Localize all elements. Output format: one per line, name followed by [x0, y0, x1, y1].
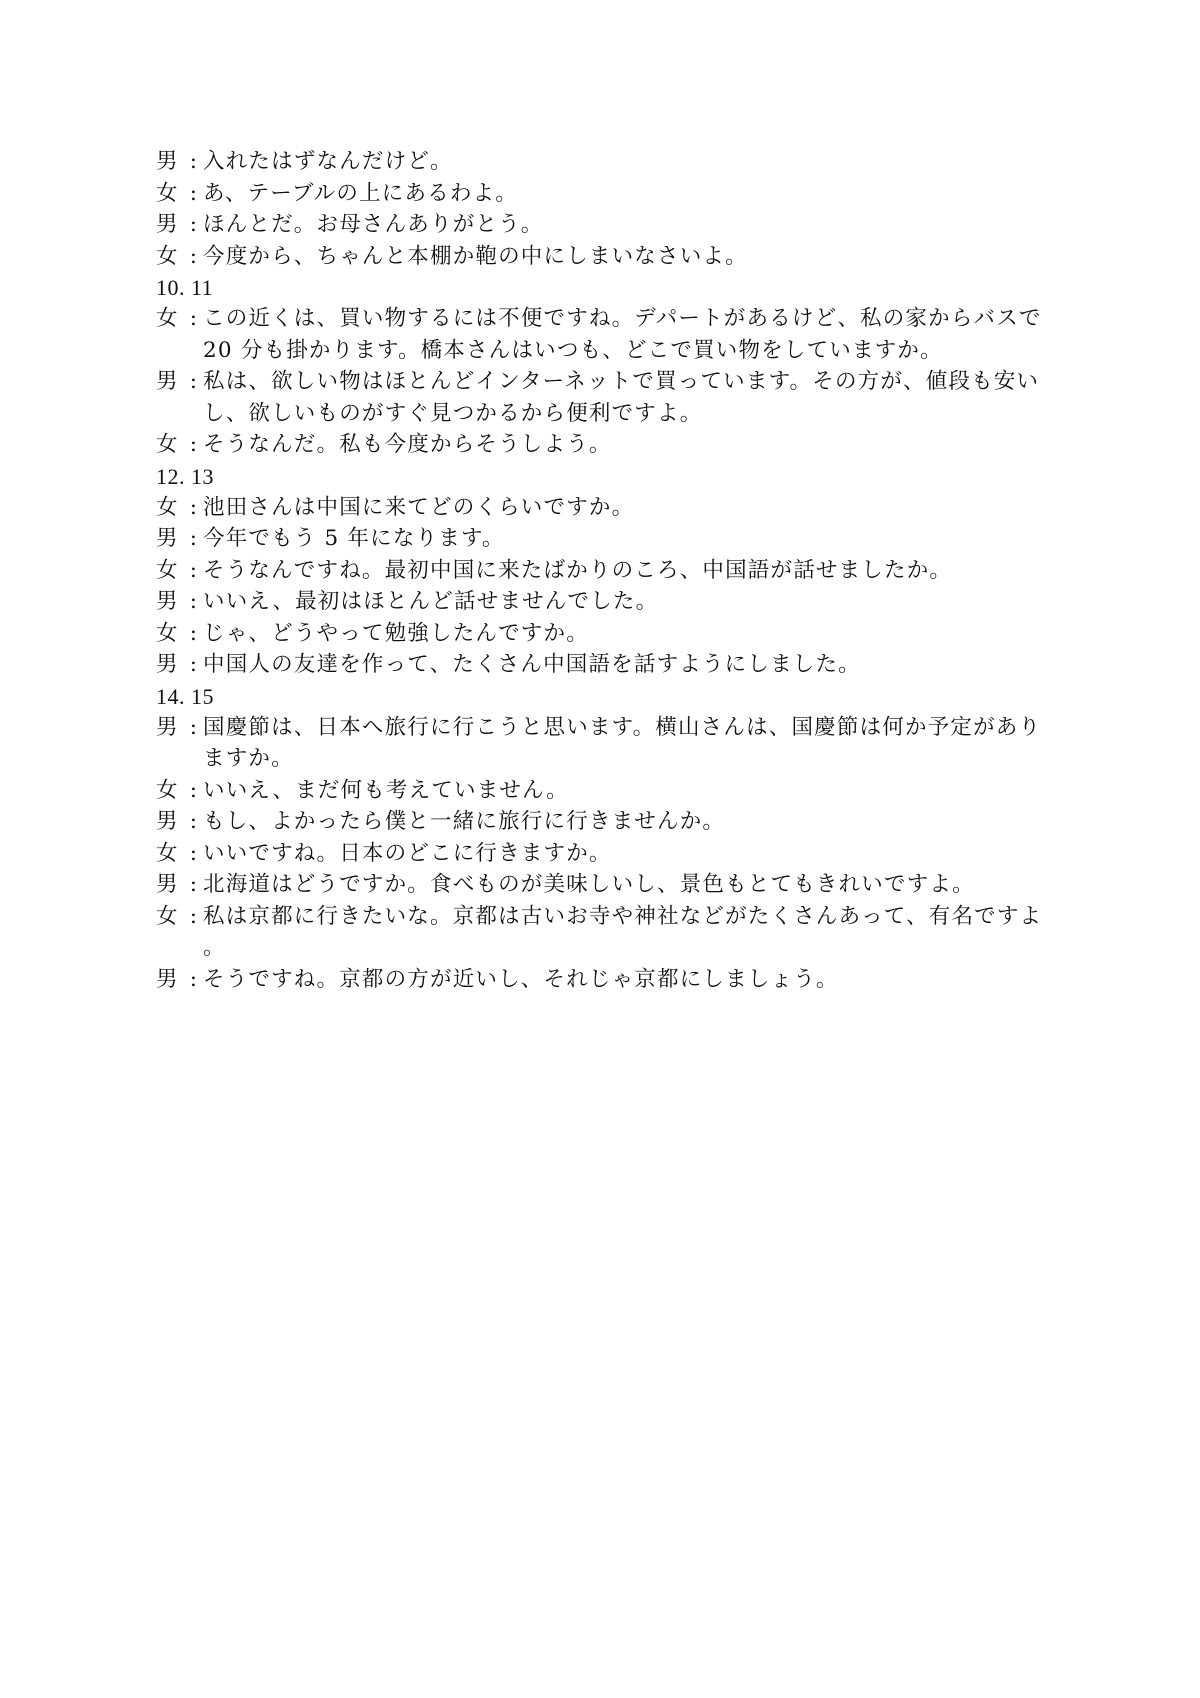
speaker-label: 男: [156, 872, 179, 897]
utterance-text: この近くは、買い物するには不便ですね。デパートがあるけど、私の家からバスで 20 分も掛かります。橋本さんはいつも、どこで買い物をしていますか。: [203, 306, 1042, 363]
dialogue-line: [156, 964, 1056, 996]
dialogue-line: [156, 586, 1056, 618]
speaker-separator: :: [189, 557, 199, 583]
speaker-label: 男: [156, 966, 179, 992]
speaker-separator: :: [189, 589, 199, 614]
utterance-text: そうなんだ。私も今度からそうしよう。: [203, 432, 612, 457]
dialogue-section: [156, 461, 1056, 681]
utterance-text: 北海道はどうですか。食べものが美味しいし、景色もとてもきれいですよ。: [203, 872, 975, 897]
utterance-text: ほんとだ。お母さんありがとう。: [203, 212, 544, 237]
speaker-label: 男: [156, 652, 179, 677]
speaker-separator: :: [189, 243, 199, 269]
dialogue-line: [156, 492, 1056, 524]
dialogue-line: [156, 649, 1056, 681]
speaker-separator: :: [189, 652, 199, 677]
utterance-text: いいですね。日本のどこに行きますか。: [203, 840, 612, 866]
speaker-label: 女: [156, 180, 179, 206]
dialogue-line: [156, 838, 1056, 870]
utterance-text: あ、テーブルの上にあるわよ。: [203, 180, 519, 206]
dialogue-line: [156, 366, 1056, 429]
speaker-label: 女: [156, 557, 179, 583]
speaker-separator: :: [189, 840, 199, 866]
speaker-separator: :: [189, 966, 199, 992]
speaker-separator: :: [189, 494, 199, 520]
dialogue-line: [156, 429, 1056, 461]
speaker-label: 男: [156, 369, 179, 394]
dialogue-section: [156, 146, 1056, 272]
section-number: 14. 15: [156, 683, 214, 709]
speaker-separator: :: [189, 212, 199, 237]
dialogue-line: [156, 146, 1056, 178]
utterance-text: いいえ、最初はほとんど話せませんでした。: [203, 589, 659, 614]
speaker-label: 女: [156, 620, 179, 646]
speaker-separator: :: [189, 872, 199, 897]
speaker-separator: :: [189, 620, 199, 646]
dialogue-section: [156, 681, 1056, 996]
dialogue-line: [156, 241, 1056, 273]
speaker-separator: :: [189, 526, 199, 551]
utterance-text: 国慶節は、日本へ旅行に行こうと思います。横山さんは、国慶節は何か予定がありますか。: [203, 714, 1042, 771]
utterance-text: そうなんですね。最初中国に来たばかりのころ、中国語が話せましたか。: [203, 557, 953, 583]
dialogue-line: [156, 178, 1056, 210]
utterance-text: 私は京都に行きたいな。京都は古いお寺や神社などがたくさんあって、有名ですよ。: [203, 903, 1043, 960]
utterance-text: いいえ、まだ何も考えていません。: [203, 777, 569, 803]
dialogue-line: [156, 555, 1056, 587]
speaker-label: 男: [156, 526, 179, 551]
speaker-label: 女: [156, 243, 179, 269]
dialogue-line: [156, 775, 1056, 807]
utterance-text: じゃ、どうやって勉強したんですか。: [203, 620, 589, 646]
speaker-separator: :: [189, 306, 199, 331]
dialogue-line: [156, 618, 1056, 650]
utterance-text: 私は、欲しい物はほとんどインターネットで買っています。その方が、値段も安いし、欲しいものがすぐ見つかるから便利ですよ。: [203, 369, 1040, 426]
utterance-text: 入れたはずなんだけど。: [203, 149, 453, 174]
dialogue-line: [156, 712, 1056, 775]
speaker-separator: :: [189, 149, 199, 174]
utterance-text: 今度から、ちゃんと本棚か鞄の中にしまいなさいよ。: [203, 243, 748, 269]
speaker-label: 男: [156, 589, 179, 614]
dialogue-line: [156, 806, 1056, 838]
speaker-separator: :: [189, 369, 199, 394]
utterance-text: 中国人の友達を作って、たくさん中国語を話すようにしました。: [203, 652, 861, 677]
utterance-text: そうですね。京都の方が近いし、それじゃ京都にしましょう。: [203, 966, 839, 992]
speaker-label: 男: [156, 714, 179, 740]
speaker-separator: :: [189, 180, 199, 206]
speaker-label: 男: [156, 212, 179, 237]
speaker-label: 女: [156, 306, 179, 331]
dialogue-line: [156, 901, 1056, 964]
speaker-label: 男: [156, 149, 179, 174]
section-number: 10. 11: [156, 275, 214, 300]
speaker-separator: :: [189, 777, 199, 803]
speaker-label: 女: [156, 777, 179, 803]
speaker-label: 女: [156, 494, 179, 520]
utterance-text: 今年でもう 5 年になります。: [203, 526, 505, 551]
dialogue-line: [156, 523, 1056, 555]
dialogue-transcript: [156, 146, 1056, 995]
speaker-separator: :: [189, 809, 199, 834]
speaker-separator: :: [189, 432, 199, 457]
dialogue-section: [156, 272, 1056, 461]
speaker-separator: :: [189, 903, 199, 929]
dialogue-line: [156, 209, 1056, 241]
speaker-separator: :: [189, 714, 199, 740]
speaker-label: 女: [156, 432, 179, 457]
dialogue-line: [156, 869, 1056, 901]
section-number: 12. 13: [156, 463, 214, 489]
utterance-text: もし、よかったら僕と一緒に旅行に行きませんか。: [203, 809, 726, 834]
speaker-label: 女: [156, 903, 179, 929]
dialogue-line: [156, 303, 1056, 366]
utterance-text: 池田さんは中国に来てどのくらいですか。: [203, 494, 635, 520]
speaker-label: 男: [156, 809, 179, 834]
speaker-label: 女: [156, 840, 179, 866]
